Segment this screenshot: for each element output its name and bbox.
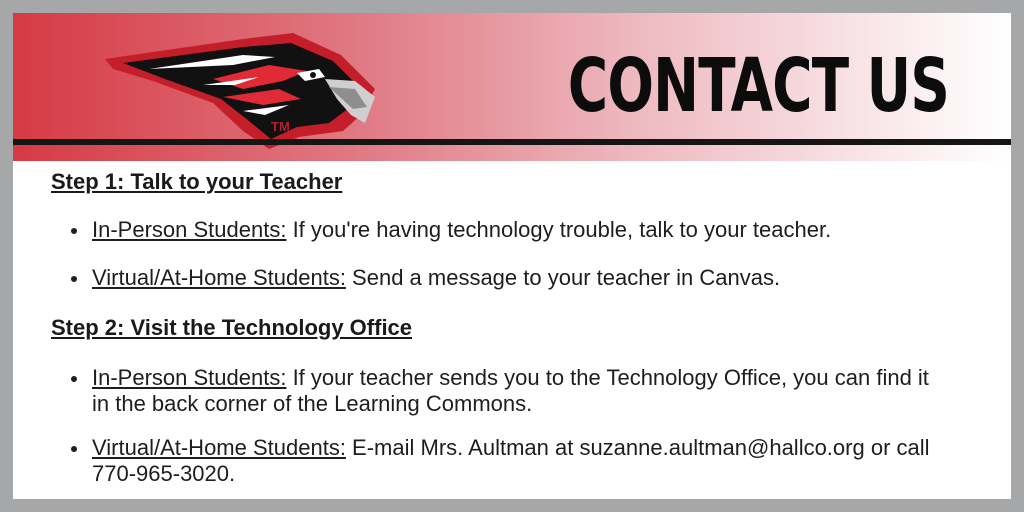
- list-item: [51, 217, 931, 243]
- hawk-mascot-logo-icon: [93, 19, 393, 149]
- item-text: If your teacher sends you to the Technology Office, you can find it in the back corner of the Learning Commons.: [92, 365, 929, 416]
- bullet-icon: [71, 276, 77, 282]
- step-1-list: [51, 217, 931, 291]
- step-1-heading: Step 1: Talk to your Teacher: [51, 169, 343, 194]
- list-item: [51, 365, 931, 417]
- item-text: Send a message to your teacher in Canvas.: [345, 265, 781, 290]
- item-text: E-mail Mrs. Aultman at suzanne.aultman@hallco.org or call 770-965-3020.: [92, 435, 930, 486]
- bullet-icon: [71, 228, 77, 234]
- item-text: If you're having technology trouble, talk to your teacher.: [286, 217, 832, 242]
- item-label: In-Person Students:: [92, 217, 287, 242]
- bullet-icon: [71, 376, 77, 382]
- item-label: In-Person Students:: [92, 365, 287, 390]
- list-item: [51, 265, 931, 291]
- page-title: CONTACT US: [567, 43, 949, 129]
- step-2-list: [51, 365, 931, 487]
- contact-card: [13, 13, 1011, 499]
- step-2-heading: Step 2: Visit the Technology Office: [51, 315, 413, 340]
- trademark-mark: TM: [271, 119, 290, 134]
- item-label: Virtual/At-Home Students:: [92, 435, 346, 460]
- list-item: [51, 435, 931, 487]
- item-label: Virtual/At-Home Students:: [92, 265, 346, 290]
- bullet-icon: [71, 446, 77, 452]
- header-divider: [13, 139, 1011, 145]
